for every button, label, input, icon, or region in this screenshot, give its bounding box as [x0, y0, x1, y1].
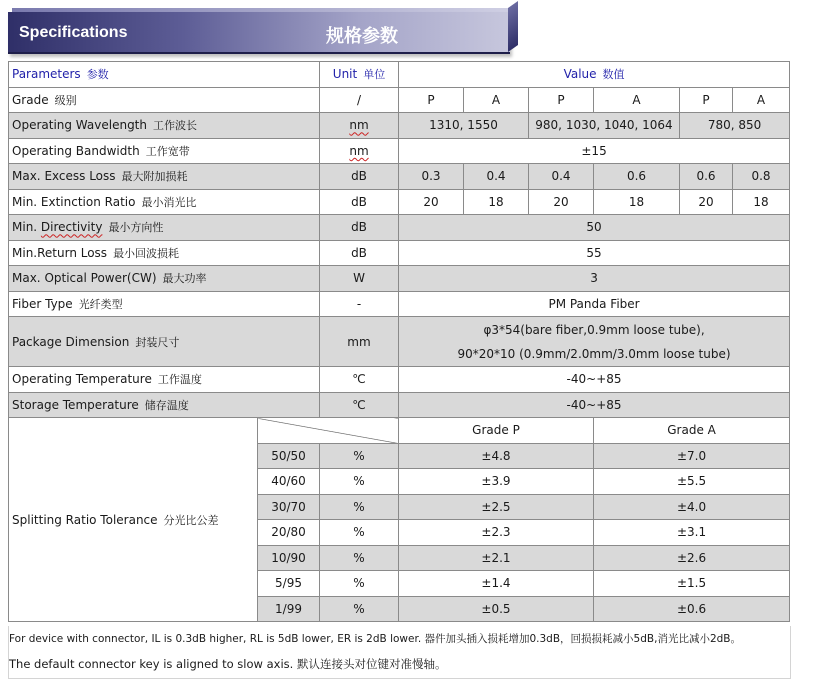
grade-p-value: ±4.8 — [399, 443, 594, 469]
value-cell: 18 — [733, 189, 790, 215]
grade-a-value: ±1.5 — [594, 571, 790, 597]
row-excess-loss — [9, 164, 790, 190]
grade-p-value: ±2.1 — [399, 545, 594, 571]
param-label: Package Dimension 封装尺寸 — [9, 317, 320, 367]
value-cell: 50 — [399, 215, 790, 241]
value-cell: 780, 850 — [680, 113, 790, 139]
unit-cell: % — [320, 596, 399, 622]
unit-cell: ℃ — [320, 367, 399, 393]
param-label: Min.Return Loss 最小回波损耗 — [9, 240, 320, 266]
unit-cell: % — [320, 520, 399, 546]
ratio-cell: 10/90 — [258, 545, 320, 571]
package-line-1: φ3*54(bare fiber,0.9mm loose tube), — [483, 322, 705, 337]
value-cell: 0.6 — [594, 164, 680, 190]
value-cell: 0.6 — [680, 164, 733, 190]
value-cell: 0.4 — [464, 164, 529, 190]
row-return-loss — [9, 240, 790, 266]
row-bandwidth — [9, 138, 790, 164]
value-cell: 18 — [464, 189, 529, 215]
splitting-label: Splitting Ratio Tolerance 分光比公差 — [9, 418, 258, 622]
value-cell: 18 — [594, 189, 680, 215]
note-connector-loss: For device with connector, IL is 0.3dB higher, RL is 5dB lower, ER is 2dB lower. 器件加头插入损耗增加0.3dB，回损损耗减小5dB,消光比减小2dB。 — [9, 633, 741, 645]
value-cell: 0.4 — [529, 164, 594, 190]
row-directivity — [9, 215, 790, 241]
unit-cell: / — [320, 87, 399, 113]
grade-p-value: ±2.5 — [399, 494, 594, 520]
value-cell: 0.8 — [733, 164, 790, 190]
ratio-cell: 5/95 — [258, 571, 320, 597]
value-cell: -40~+85 — [399, 367, 790, 393]
value-cell: A — [464, 87, 529, 113]
unit-cell: % — [320, 571, 399, 597]
unit-cell: % — [320, 443, 399, 469]
header-unit: Unit 单位 — [320, 62, 399, 88]
row-fiber-type — [9, 291, 790, 317]
param-label: Grade 级别 — [9, 87, 320, 113]
spec-table — [8, 61, 790, 622]
value-cell: 3 — [399, 266, 790, 292]
value-cell: P — [529, 87, 594, 113]
value-cell: 980, 1030, 1040, 1064 — [529, 113, 680, 139]
banner-title-en: Specifications — [19, 24, 128, 41]
value-cell: 20 — [680, 189, 733, 215]
row-package-dimension — [9, 317, 790, 367]
row-storage-temperature — [9, 392, 790, 418]
param-label: Storage Temperature 储存温度 — [9, 392, 320, 418]
value-cell — [399, 317, 790, 367]
header-parameters: Parameters 参数 — [9, 62, 320, 88]
ratio-cell: 1/99 — [258, 596, 320, 622]
grade-p-header: Grade P — [399, 418, 594, 444]
param-label: Max. Optical Power(CW) 最大功率 — [9, 266, 320, 292]
row-extinction-ratio — [9, 189, 790, 215]
ratio-cell: 30/70 — [258, 494, 320, 520]
unit-cell: nm — [320, 138, 399, 164]
unit-cell: dB — [320, 189, 399, 215]
row-operating-temperature — [9, 367, 790, 393]
value-cell: ±15 — [399, 138, 790, 164]
param-label: Operating Temperature 工作温度 — [9, 367, 320, 393]
param-label: Fiber Type 光纤类型 — [9, 291, 320, 317]
value-cell: A — [594, 87, 680, 113]
value-cell: P — [680, 87, 733, 113]
unit-cell: W — [320, 266, 399, 292]
param-label: Min. Directivity 最小方向性 — [9, 215, 320, 241]
value-cell: 55 — [399, 240, 790, 266]
package-line-2: 90*20*10 (0.9mm/2.0mm/3.0mm loose tube) — [457, 346, 731, 361]
splitting-diagonal-cell — [258, 418, 399, 444]
header-value: Value 数值 — [399, 62, 790, 88]
row-splitting-header — [9, 418, 790, 444]
unit-cell: nm — [320, 113, 399, 139]
grade-p-value: ±0.5 — [399, 596, 594, 622]
grade-a-value: ±0.6 — [594, 596, 790, 622]
unit-cell: dB — [320, 240, 399, 266]
banner-side-edge — [508, 1, 518, 52]
grade-p-value: ±2.3 — [399, 520, 594, 546]
grade-a-header: Grade A — [594, 418, 790, 444]
grade-a-value: ±5.5 — [594, 469, 790, 495]
grade-a-value: ±7.0 — [594, 443, 790, 469]
value-cell: A — [733, 87, 790, 113]
param-label: Operating Bandwidth 工作宽带 — [9, 138, 320, 164]
note-connector-key: The default connector key is aligned to slow axis. 默认连接头对位键对准慢轴。 — [9, 657, 447, 671]
param-label: Operating Wavelength 工作波长 — [9, 113, 320, 139]
value-cell: 1310, 1550 — [399, 113, 529, 139]
value-cell: P — [399, 87, 464, 113]
unit-cell: % — [320, 545, 399, 571]
value-cell: 20 — [529, 189, 594, 215]
param-label: Min. Extinction Ratio 最小消光比 — [9, 189, 320, 215]
row-optical-power — [9, 266, 790, 292]
unit-cell: % — [320, 469, 399, 495]
unit-cell: % — [320, 494, 399, 520]
ratio-cell: 20/80 — [258, 520, 320, 546]
grade-a-value: ±4.0 — [594, 494, 790, 520]
unit-cell: mm — [320, 317, 399, 367]
unit-cell: dB — [320, 215, 399, 241]
grade-p-value: ±3.9 — [399, 469, 594, 495]
grade-a-value: ±2.6 — [594, 545, 790, 571]
unit-cell: - — [320, 291, 399, 317]
row-grade — [9, 87, 790, 113]
unit-cell: ℃ — [320, 392, 399, 418]
banner-title-cn: 规格参数 — [326, 26, 398, 47]
value-cell: 20 — [399, 189, 464, 215]
row-wavelength — [9, 113, 790, 139]
value-cell: 0.3 — [399, 164, 464, 190]
ratio-cell: 40/60 — [258, 469, 320, 495]
param-label: Max. Excess Loss 最大附加损耗 — [9, 164, 320, 190]
value-cell: -40~+85 — [399, 392, 790, 418]
grade-a-value: ±3.1 — [594, 520, 790, 546]
table-header-row — [9, 62, 790, 88]
grade-p-value: ±1.4 — [399, 571, 594, 597]
unit-cell: dB — [320, 164, 399, 190]
ratio-cell: 50/50 — [258, 443, 320, 469]
value-cell: PM Panda Fiber — [399, 291, 790, 317]
